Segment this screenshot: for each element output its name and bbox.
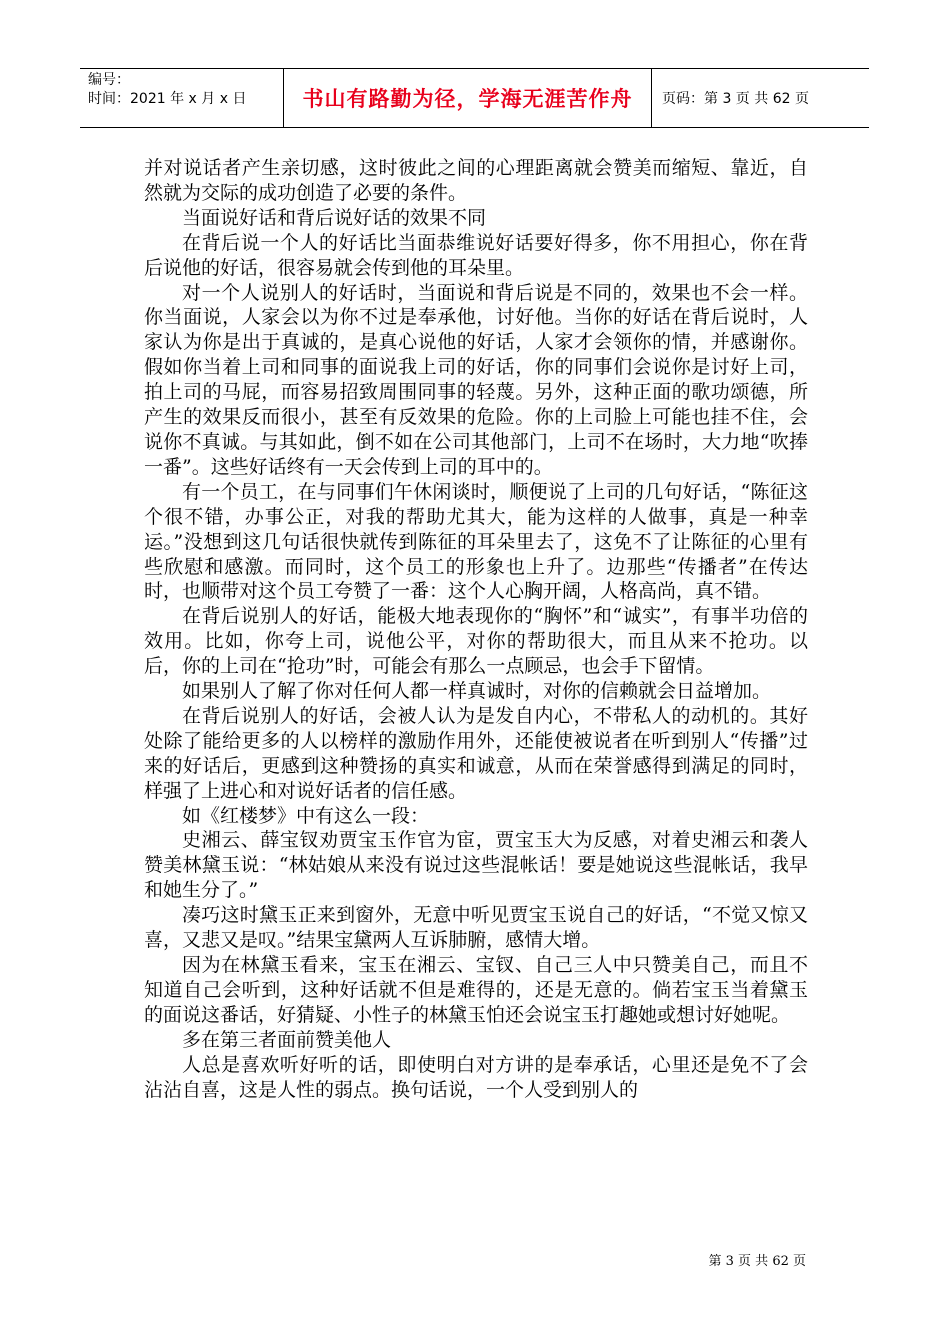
paragraph: 史湘云、薛宝钗劝贾宝玉作官为宦，贾宝玉大为反感，对着史湘云和袭人赞美林黛玉说：“林姑娘从来没有说过这些混帐话！要是她说这些混帐话，我早和她生分了。” (144, 829, 808, 902)
paragraph: 对一个人说别人的好话时，当面说和背后说是不同的，效果也不会一样。你当面说，人家会以为你不过是奉承他，讨好他。当你的好话在背后说时，人家认为你是出于真诚的，是真心说他的好话，人家才会领你的情，并感谢你。假如你当着上司和同事的面说我上司的好话，你的同事们会说你是讨好上司，拍上司的马屁，而容易招致周围同事的轻蔑。另外，这种正面的歌功颂德，所产生的效果反而很小，甚至有反效果的危险。你的上司脸上可能也挂不住，会说你不真诚。与其如此，倒不如在公司其他部门，上司不在场时，大力地“吹捧一番”。这些好话终有一天会传到上司的耳中的。 (144, 281, 808, 478)
paragraph: 人总是喜欢听好听的话，即使明白对方讲的是奉承话，心里还是免不了会沾沾自喜，这是人性的弱点。换句话说，一个人受到别人的 (144, 1053, 808, 1101)
paragraph: 凑巧这时黛玉正来到窗外，无意中听见贾宝玉说自己的好话，“不觉又惊又喜，又悲又是叹。”结果宝黛两人互诉肺腑，感情大增。 (144, 904, 808, 952)
paragraph: 在背后说别人的好话，会被人认为是发自内心，不带私人的动机的。其好处除了能给更多的人以榜样的激励作用外，还能使被说者在听到别人“传播”过来的好话后，更感到这种赞扬的真实和诚意，从而在荣誉感得到满足的同时，样强了上进心和对说好话者的信任感。 (144, 704, 808, 802)
paragraph: 并对说话者产生亲切感，这时彼此之间的心理距离就会赞美而缩短、靠近，自然就为交际的成功创造了必要的条件。 (144, 157, 808, 204)
paragraph: 因为在林黛玉看来，宝玉在湘云、宝钗、自己三人中只赞美自己，而且不知道自己会听到，这种好话就不但是难得的，还是无意的。倘若宝玉当着黛玉的面说这番话，好猜疑、小性子的林黛玉怕还会说宝玉打趣她或想讨好她呢。 (144, 954, 808, 1026)
document-number-label: 编号： (88, 72, 130, 88)
page-footer: 第 3 页 共 62 页 (708, 1254, 806, 1269)
section-heading: 当面说好话和背后说好话的效果不同 (182, 206, 487, 229)
header-meta (80, 69, 284, 127)
paragraph: 如果别人了解了你对任何人都一样真诚时，对你的信赖就会日益增加。 (182, 680, 772, 703)
header-page-label: 页码：第 3 页 共 62 页 (662, 91, 809, 107)
page-header (80, 68, 869, 128)
header-motto: 书山有路勤为径，学海无涯苦作舟 (284, 69, 652, 127)
document-body (144, 156, 808, 1102)
document-date-label: 时间：2021 年 x 月 x 日 (88, 91, 247, 107)
paragraph: 在背后说一个人的好话比当面恭维说好话要好得多，你不用担心，你在背后说他的好话，很容易就会传到他的耳朵里。 (144, 231, 808, 279)
paragraph: 在背后说别人的好话，能极大地表现你的“胸怀”和“诚实”，有事半功倍的效用。比如，你夸上司，说他公平，对你的帮助很大，而且从来不抢功。以后，你的上司在“抢功”时，可能会有那么一点顾忌，也会手下留情。 (144, 605, 808, 678)
paragraph: 如《红楼梦》中有这么一段： (182, 804, 430, 827)
section-heading: 多在第三者面前赞美他人 (182, 1028, 392, 1051)
paragraph: 有一个员工，在与同事们午休闲谈时，顺便说了上司的几句好话，“陈征这个很不错，办事公正，对我的帮助尤其大，能为这样的人做事，真是一种幸运。”没想到这几句话很快就传到陈征的耳朵里去了，这免不了让陈征的心里有些欣慰和感激。而同时，这个员工的形象也上升了。边那些“传播者”在传达时，也顺带对这个员工夸赞了一番：这个人心胸开阔，人格高尚，真不错。 (144, 480, 808, 603)
